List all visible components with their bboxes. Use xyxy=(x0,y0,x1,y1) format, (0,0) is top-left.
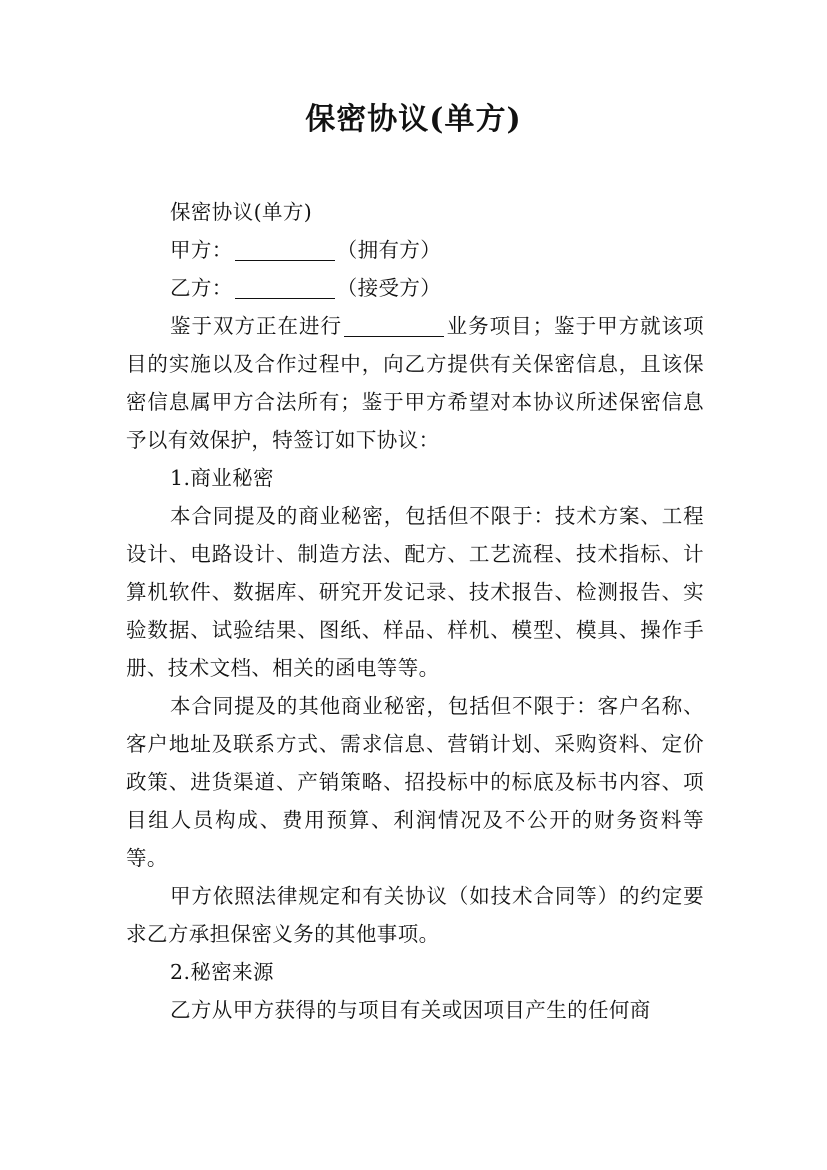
preamble-after: 业务项目；鉴于甲方就该项目的实施以及合作过程中，向乙方提供有关保密信息，且该保密信息属甲方合法所有；鉴于甲方希望对本协议所述保密信息予以有效保护，特签订如下协议： xyxy=(126,314,704,452)
preamble-before: 鉴于双方正在进行 xyxy=(170,314,342,338)
heading-repeat: 保密协议(单方) xyxy=(170,200,313,224)
section2-paragraph-1: 乙方从甲方获得的与项目有关或因项目产生的任何商 xyxy=(170,998,651,1022)
party-a-line xyxy=(126,231,704,269)
preamble-paragraph xyxy=(126,307,704,459)
party-a-suffix: （拥有方） xyxy=(336,238,442,262)
document-body xyxy=(126,193,704,1029)
party-b-blank xyxy=(235,276,335,299)
section1-paragraph-3: 甲方依照法律规定和有关协议（如技术合同等）的约定要求乙方承担保密义务的其他事项。 xyxy=(126,884,704,946)
party-b-suffix: （接受方） xyxy=(336,276,442,300)
section1-paragraph-1: 本合同提及的商业秘密，包括但不限于：技术方案、工程设计、电路设计、制造方法、配方、工艺流程、技术指标、计算机软件、数据库、研究开发记录、技术报告、检测报告、实验数据、试验结果、图纸、样品、样机、模型、模具、操作手册、技术文档、相关的函电等等。 xyxy=(126,504,704,680)
party-b-line xyxy=(126,269,704,307)
section1-paragraph-2: 本合同提及的其他商业秘密，包括但不限于：客户名称、客户地址及联系方式、需求信息、营销计划、采购资料、定价政策、进货渠道、产销策略、招投标中的标底及标书内容、项目组人员构成、费用预算、利润情况及不公开的财务资料等等。 xyxy=(126,694,704,870)
document-title: 保密协议(单方) xyxy=(305,102,522,137)
section1-heading: 1.商业秘密 xyxy=(170,466,274,490)
party-a-label: 甲方： xyxy=(170,238,233,262)
project-name-blank xyxy=(344,314,444,337)
party-a-blank xyxy=(235,238,335,261)
party-b-label: 乙方： xyxy=(170,276,233,300)
section2-heading: 2.秘密来源 xyxy=(170,960,274,984)
